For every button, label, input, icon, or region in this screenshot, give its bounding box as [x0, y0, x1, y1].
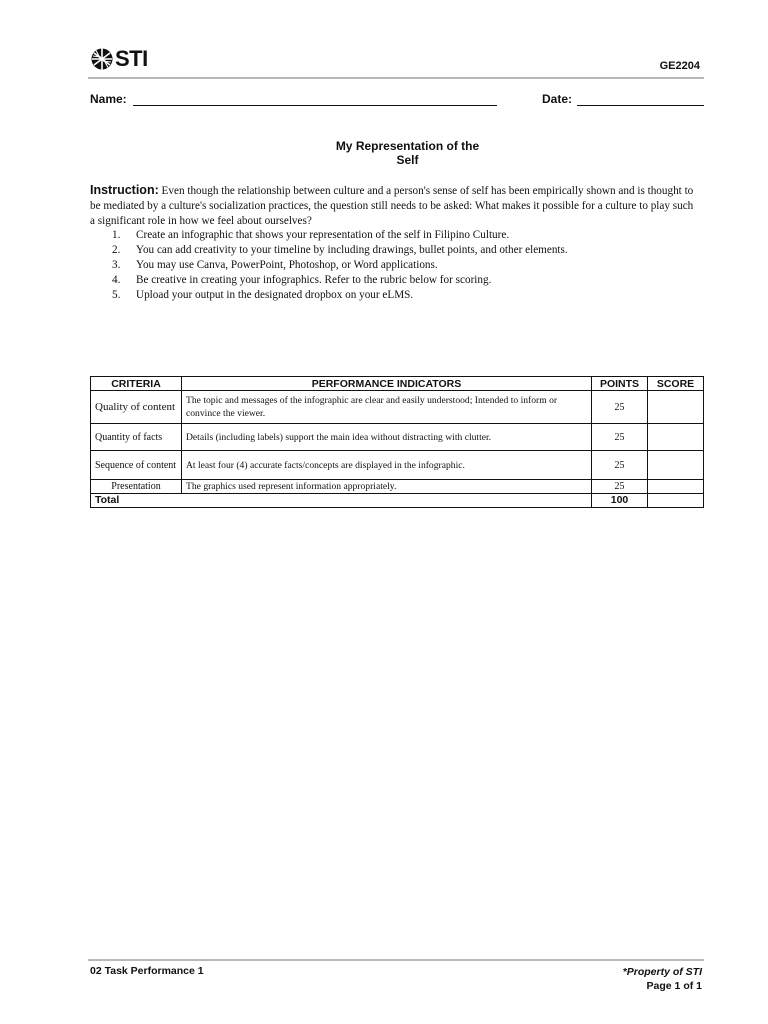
criteria-cell: Quality of content — [91, 391, 182, 424]
header-divider — [88, 77, 704, 79]
page-number: Page 1 of 1 — [646, 980, 702, 992]
criteria-cell: Sequence of content — [91, 451, 182, 480]
score-cell[interactable] — [648, 391, 704, 424]
step-text: Upload your output in the designated dropbox on your eLMS. — [136, 289, 414, 301]
points-cell: 25 — [592, 451, 648, 480]
step-item — [112, 288, 702, 303]
step-item — [112, 273, 702, 288]
step-item — [112, 258, 702, 273]
points-cell: 25 — [592, 391, 648, 424]
name-date-row — [90, 92, 704, 110]
header-criteria: CRITERIA — [91, 377, 182, 391]
points-cell: 25 — [592, 424, 648, 451]
globe-icon — [90, 47, 114, 71]
page-title — [300, 139, 515, 167]
title-line-2: Self — [396, 153, 419, 167]
header-points: POINTS — [592, 377, 648, 391]
step-text: You may use Canva, PowerPoint, Photoshop, or Word applications. — [136, 259, 438, 271]
total-score-cell[interactable] — [648, 494, 704, 508]
instruction-text: Even though the relationship between culture and a person's sense of self has been empirically shown and is thought to be mediated by a culture's socialization practices, the question still needs to be asked: What makes it possible for a culture to play such a significant role in how we feel about ourselves? — [90, 185, 694, 227]
step-number: 5. — [112, 289, 121, 301]
step-item — [112, 228, 702, 243]
step-number: 2. — [112, 244, 121, 256]
indicator-cell: At least four (4) accurate facts/concepts are displayed in the infographic. — [182, 451, 592, 480]
logo-text: STI — [115, 46, 148, 71]
course-code: GE2204 — [659, 60, 700, 72]
step-number: 1. — [112, 229, 121, 241]
instruction-steps — [112, 228, 702, 303]
criteria-cell: Quantity of facts — [91, 424, 182, 451]
property-note: *Property of STI — [622, 966, 702, 978]
step-item — [112, 243, 702, 258]
indicator-cell: The topic and messages of the infographic are clear and easily understood; Intended to inform or convince the viewer. — [182, 391, 592, 424]
sti-logo — [90, 46, 148, 72]
name-field-line[interactable] — [133, 105, 497, 106]
indicator-cell: Details (including labels) support the main idea without distracting with clutter. — [182, 424, 592, 451]
score-cell[interactable] — [648, 424, 704, 451]
instruction-label: Instruction: — [90, 183, 159, 197]
header-performance-indicators: PERFORMANCE INDICATORS — [182, 377, 592, 391]
name-label: Name: — [90, 92, 127, 106]
date-field-line[interactable] — [577, 105, 704, 106]
criteria-cell: Presentation — [91, 480, 182, 494]
score-cell[interactable] — [648, 480, 704, 494]
step-text: Be creative in creating your infographics. Refer to the rubric below for scoring. — [136, 274, 492, 286]
title-line-1: My Representation of the — [335, 139, 480, 153]
header-score: SCORE — [648, 377, 704, 391]
indicator-cell: The graphics used represent information appropriately. — [182, 480, 592, 494]
rubric-header-row — [91, 377, 704, 391]
table-row — [91, 424, 704, 451]
footer-task-label: 02 Task Performance 1 — [90, 965, 204, 977]
total-points: 100 — [592, 494, 648, 508]
table-row — [91, 480, 704, 494]
date-label: Date: — [542, 92, 573, 106]
points-cell: 25 — [592, 480, 648, 494]
footer-divider — [88, 959, 704, 961]
table-row — [91, 391, 704, 424]
table-row — [91, 451, 704, 480]
step-number: 3. — [112, 259, 121, 271]
footer-right — [623, 965, 702, 993]
score-cell[interactable] — [648, 451, 704, 480]
step-number: 4. — [112, 274, 121, 286]
total-row — [91, 494, 704, 508]
rubric-table — [90, 376, 704, 508]
instruction-paragraph — [90, 183, 698, 229]
step-text: You can add creativity to your timeline by including drawings, bullet points, and other elements. — [136, 244, 568, 256]
step-text: Create an infographic that shows your representation of the self in Filipino Culture. — [136, 229, 510, 241]
total-label: Total — [91, 494, 592, 508]
